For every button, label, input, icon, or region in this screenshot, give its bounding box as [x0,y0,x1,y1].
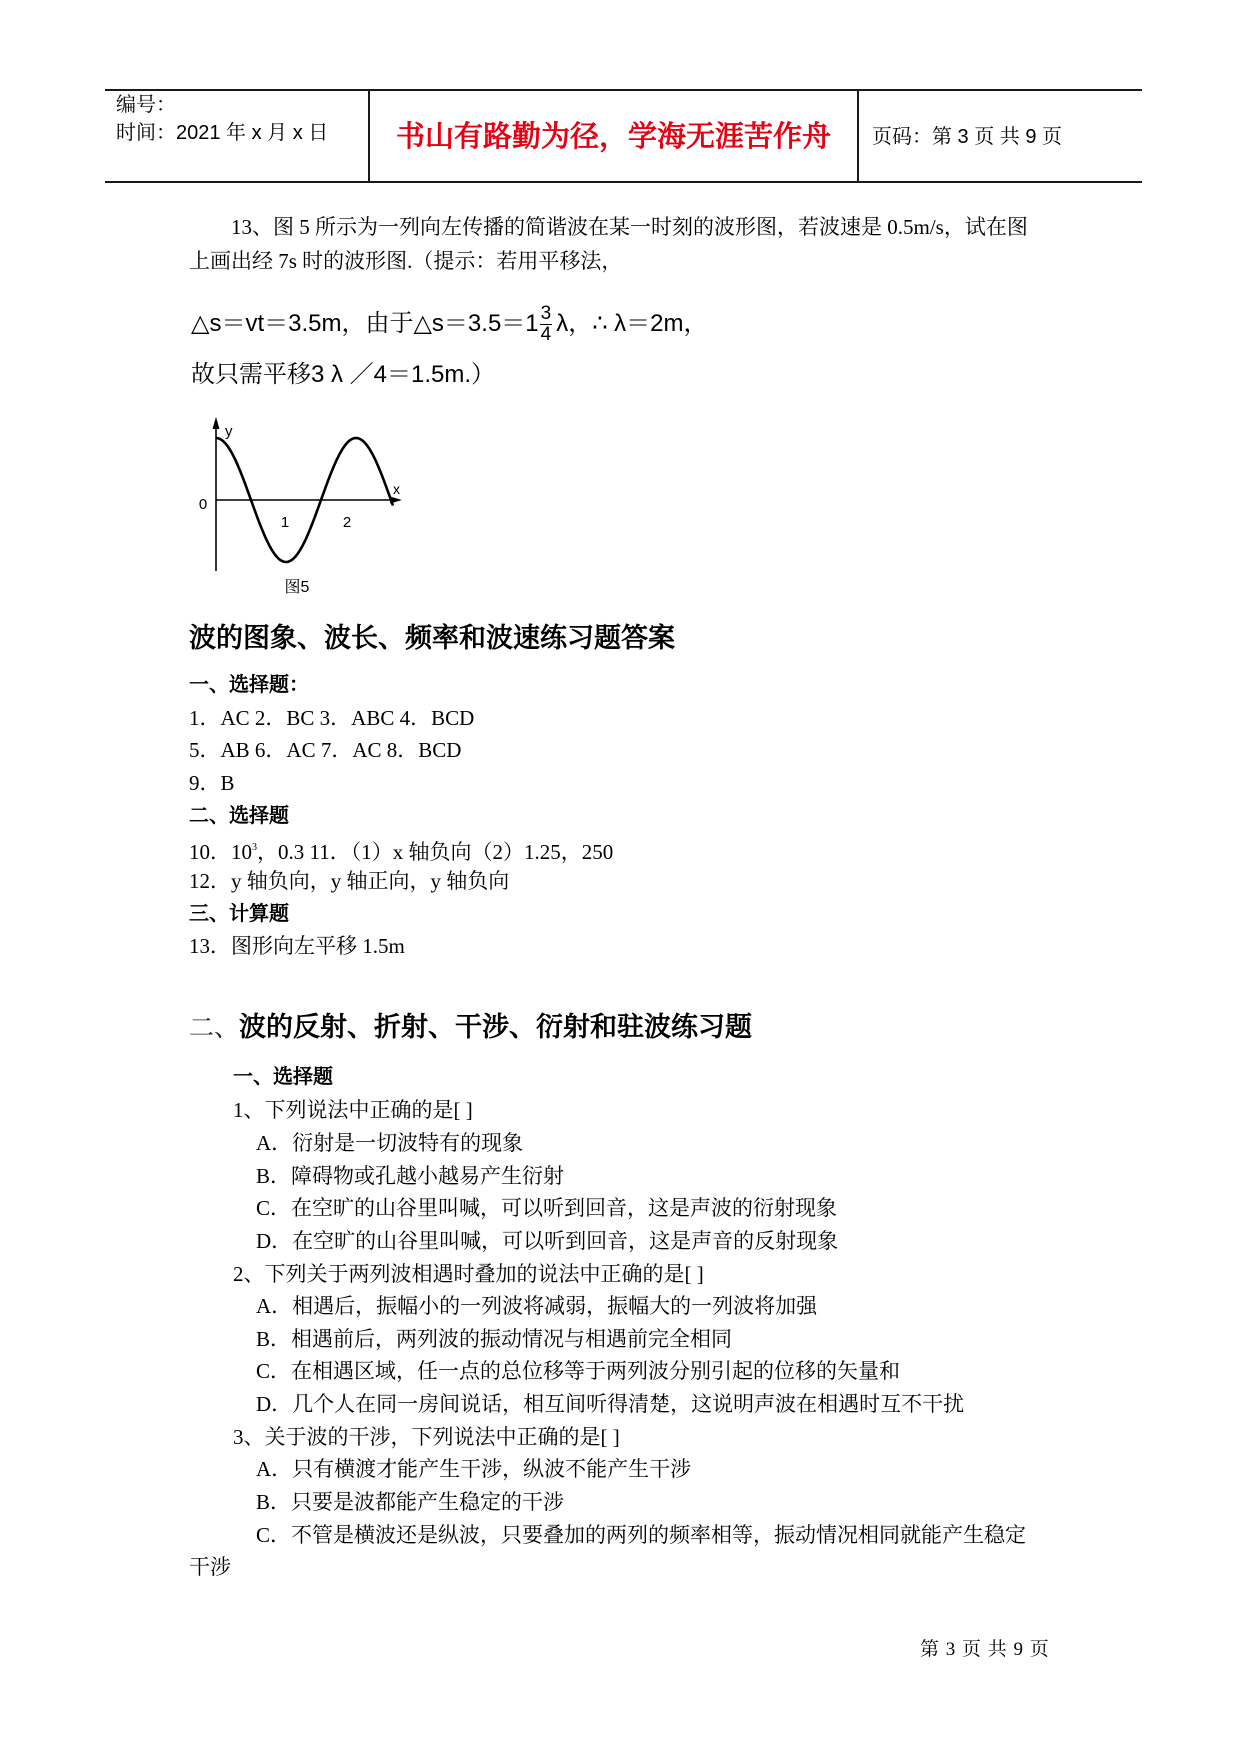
answer-line: 13．图形向左平移 1.5m [189,934,405,958]
header-serial-label: 编号： [116,94,176,116]
question-option: B．障碍物或孔越小越易产生衍射 [256,1164,565,1188]
question-option-continuation: 干涉 [189,1555,231,1579]
tick-label-2: 2 [342,514,352,531]
tick-label-1: 1 [280,514,290,531]
hint-formula-line-1 [191,305,708,344]
exercise-2-section-heading: 一、选择题 [233,1066,333,1088]
y-axis-arrow [213,417,220,429]
exercise-2-number: 二、 [189,1015,240,1042]
header-bottom-rule [105,181,1142,183]
question-option: B．相遇前后，两列波的振动情况与相遇前完全相同 [256,1327,733,1351]
question-stem: 2、下列关于两列波相遇时叠加的说法中正确的是[ ] [233,1262,704,1286]
question-option: A．只有横渡才能产生干涉，纵波不能产生干涉 [256,1457,692,1481]
header-motto: 书山有路勤为径，学海无涯苦作舟 [395,121,831,153]
answer-10-exponent: 3 [252,842,257,853]
figure-5-wave-graph [190,405,420,605]
header-top-rule [105,89,1142,91]
question-option: D．几个人在同一房间说话，相互间听得清楚，这说明声波在相遇时互不干扰 [256,1392,965,1416]
header-time-label: 时间：2021 年 x 月 x 日 [116,122,329,144]
answer-line: 9．B [189,771,235,795]
hint-formula-line-2: 故只需平移3 λ ／4＝1.5m.） [191,361,496,388]
question-option: C．在相遇区域，任一点的总位移等于两列波分别引起的位移的矢量和 [256,1359,901,1383]
x-axis-label: x [393,481,400,497]
question-13-line-1: 13、图 5 所示为一列向左传播的简谐波在某一时刻的波形图，若波速是 0.5m/s，试在图 [231,215,1028,239]
question-13-line-2: 上画出经 7s 时的波形图.（提示：若用平移法， [189,249,623,273]
answer-line: 1．AC 2．BC 3．ABC 4．BCD [189,706,475,730]
answers-title: 波的图象、波长、频率和波速练习题答案 [189,623,675,653]
figure-caption: 图5 [284,579,310,596]
fraction-numerator: 3 [540,303,552,324]
fraction-denominator: 4 [540,324,552,345]
footer-page-number: 第 3 页 共 9 页 [920,1639,1050,1660]
origin-label: 0 [198,496,208,513]
question-stem: 3、关于波的干涉，下列说法中正确的是[ ] [233,1425,620,1449]
header-page-info: 页码：第 3 页 共 9 页 [872,126,1063,148]
answers-section-1-heading: 一、选择题： [189,674,309,696]
exercise-2-title [189,1011,752,1045]
answer-10-end: ，0.3 11．（1）x 轴负向（2）1.25，250 [257,840,614,864]
answer-line: 5．AB 6．AC 7．AC 8．BCD [189,738,462,762]
formula-text-start: △s＝vt＝3.5m，由于△s＝3.5＝1 [191,309,539,337]
fraction-three-quarters [540,305,553,344]
exercise-2-title-text: 波的反射、折射、干涉、衍射和驻波练习题 [239,1012,753,1042]
answers-section-3-heading: 三、计算题 [189,903,289,925]
question-stem: 1、下列说法中正确的是[ ] [233,1098,473,1122]
question-option: A．相遇后，振幅小的一列波将减弱，振幅大的一列波将加强 [256,1294,818,1318]
question-option: A．衍射是一切波特有的现象 [256,1131,524,1155]
answer-10-start: 10．10 [189,840,252,864]
question-option: D．在空旷的山谷里叫喊，可以听到回音，这是声音的反射现象 [256,1229,839,1253]
question-option: C．在空旷的山谷里叫喊，可以听到回音，这是声波的衍射现象 [256,1196,838,1220]
y-axis-label: y [225,423,233,440]
formula-text-end: λ，∴ λ＝2m， [556,309,708,337]
question-option: C．不管是横波还是纵波，只要叠加的两列的频率相等，振动情况相同就能产生稳定 [256,1523,1027,1547]
answer-line-12: 12．y 轴负向，y 轴正向，y 轴负向 [189,869,510,893]
answers-section-2-heading: 二、选择题 [189,805,289,827]
question-option: B．只要是波都能产生稳定的干涉 [256,1490,565,1514]
answer-line-10 [189,836,613,864]
